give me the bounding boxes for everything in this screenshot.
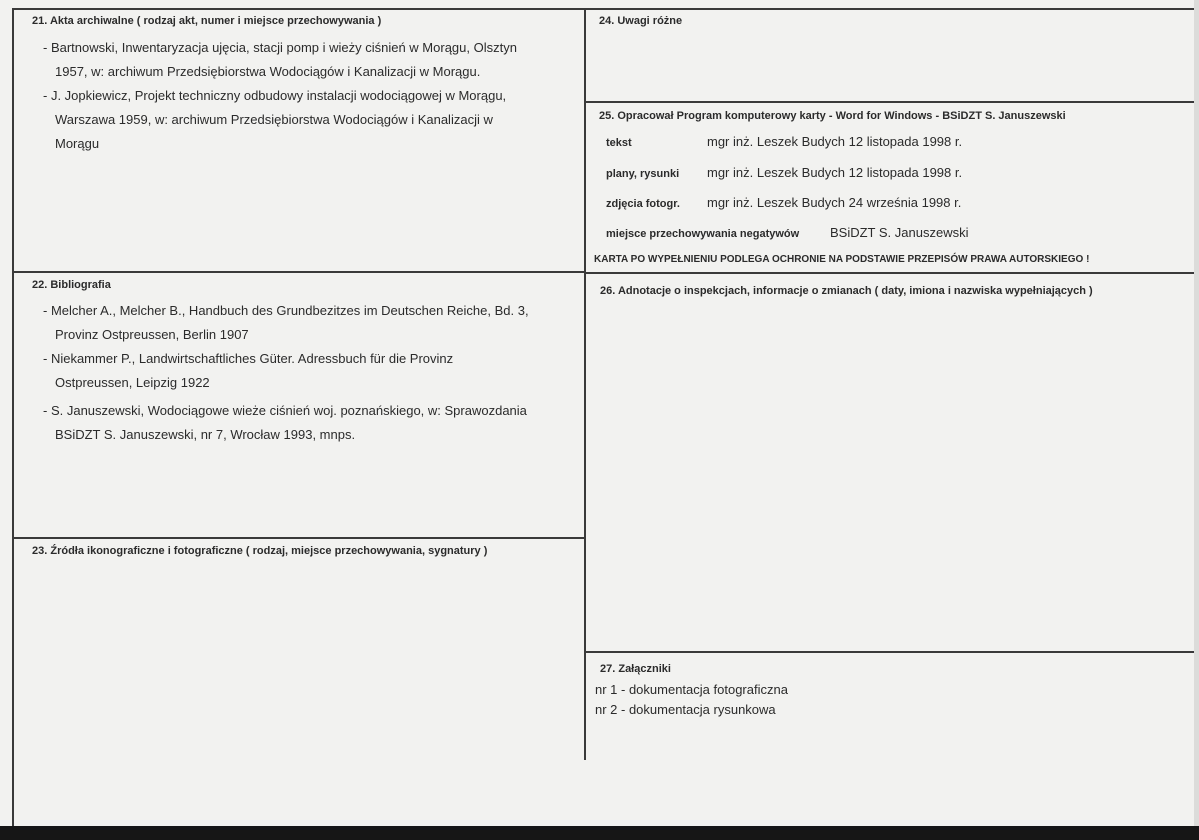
section-22-line-5: - S. Januszewski, Wodociągowe wieże ciśnień woj. poznańskiego, w: Sprawozdania bbox=[43, 403, 527, 418]
section-22-line-1: - Melcher A., Melcher B., Handbuch des Grundbezitzes im Deutschen Reiche, Bd. 3, bbox=[43, 303, 529, 318]
author-row-plans bbox=[606, 165, 963, 180]
attachment-1: nr 1 - dokumentacja fotograficzna bbox=[595, 682, 788, 697]
author-row-value: mgr inż. Leszek Budych 12 listopada 1998 r. bbox=[707, 165, 963, 180]
column-divider bbox=[584, 8, 586, 760]
section-21-line-1: - Bartnowski, Inwentaryzacja ujęcia, stacji pomp i wieży ciśnień w Morągu, Olsztyn bbox=[43, 40, 517, 55]
section-21-line-4: Warszawa 1959, w: archiwum Przedsiębiorstwa Wodociągów i Kanalizacji w bbox=[55, 112, 493, 127]
author-row-label: miejsce przechowywania negatywów bbox=[606, 228, 800, 240]
section-21-line-5: Morągu bbox=[55, 136, 100, 151]
top-border bbox=[12, 8, 1194, 10]
section-24-title: 24. Uwagi różne bbox=[599, 15, 683, 27]
section-26-title: 26. Adnotacje o inspekcjach, informacje o zmianach ( daty, imiona i nazwiska wypełniających ) bbox=[600, 285, 1093, 297]
section-22-line-2: Provinz Ostpreussen, Berlin 1907 bbox=[55, 327, 249, 342]
author-row-value: mgr inż. Leszek Budych 24 września 1998 r. bbox=[707, 195, 962, 210]
author-row-label: tekst bbox=[606, 137, 632, 149]
section-22-line-6: BSiDZT S. Januszewski, nr 7, Wrocław 1993, mnps. bbox=[55, 427, 356, 442]
divider-24-25 bbox=[584, 101, 1194, 103]
scan-edge-bottom bbox=[0, 826, 1199, 840]
author-row-value: mgr inż. Leszek Budych 12 listopada 1998 r. bbox=[707, 134, 963, 149]
author-row-value: BSiDZT S. Januszewski bbox=[830, 225, 969, 240]
copyright-notice: KARTA PO WYPEŁNIENIU PODLEGA OCHRONIE NA PODSTAWIE PRZEPISÓW PRAWA AUTORSKIEGO ! bbox=[594, 254, 1090, 265]
author-row-label: zdjęcia fotogr. bbox=[606, 198, 680, 210]
section-21-line-3: - J. Jopkiewicz, Projekt techniczny odbudowy instalacji wodociągowej w Morągu, bbox=[43, 88, 507, 103]
author-row-photos bbox=[606, 195, 962, 210]
section-23-title: 23. Źródła ikonograficzne i fotograficzne ( rodzaj, miejsce przechowywania, sygnatury ) bbox=[32, 545, 488, 557]
author-row-text bbox=[606, 134, 963, 149]
divider-25-26 bbox=[584, 272, 1194, 274]
section-25-title: 25. Opracował Program komputerowy karty - Word for Windows - BSiDZT S. Januszewski bbox=[599, 110, 1066, 122]
divider-21-22 bbox=[12, 271, 586, 273]
section-21-title: 21. Akta archiwalne ( rodzaj akt, numer i miejsce przechowywania ) bbox=[32, 15, 382, 27]
page-edge-right bbox=[1194, 0, 1199, 826]
divider-26-27 bbox=[584, 651, 1194, 653]
divider-22-23 bbox=[12, 537, 586, 539]
section-22-title: 22. Bibliografia bbox=[32, 279, 111, 291]
section-27-title: 27. Załączniki bbox=[600, 663, 671, 675]
left-border bbox=[12, 8, 14, 826]
section-22-line-4: Ostpreussen, Leipzig 1922 bbox=[55, 375, 210, 390]
author-row-label: plany, rysunki bbox=[606, 168, 680, 180]
section-22-line-3: - Niekammer P., Landwirtschaftliches Güter. Adressbuch für die Provinz bbox=[43, 351, 454, 366]
attachment-2: nr 2 - dokumentacja rysunkowa bbox=[595, 702, 776, 717]
section-21-line-2: 1957, w: archiwum Przedsiębiorstwa Wodociągów i Kanalizacji w Morągu. bbox=[55, 64, 481, 79]
author-row-negatives bbox=[606, 225, 969, 240]
